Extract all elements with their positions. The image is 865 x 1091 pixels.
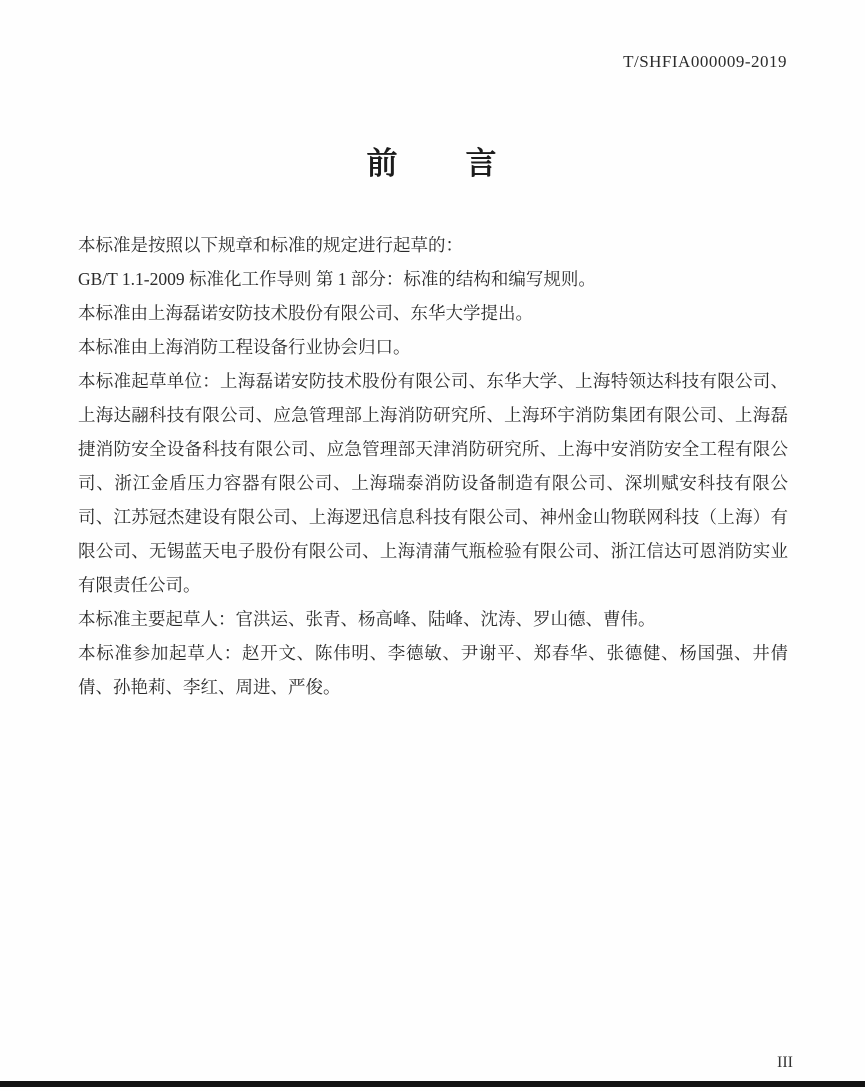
paragraph: 本标准参加起草人：赵开文、陈伟明、李德敏、尹谢平、郑春华、张德健、杨国强、井倩倩、孙艳莉、李红、周进、严俊。 <box>78 643 788 697</box>
page-title: 前 言 <box>366 146 499 181</box>
paragraph: 本标准起草单位：上海磊诺安防技术股份有限公司、东华大学、上海特领达科技有限公司、上海达翮科技有限公司、应急管理部上海消防研究所、上海环宇消防集团有限公司、上海磊捷消防安全设备科技有限公司、应急管理部天津消防研究所、上海中安消防安全工程有限公司、浙江金盾压力容器有限公司、上海瑞泰消防设备制造有限公司、深圳赋安科技有限公司、江苏冠杰建设有限公司、上海逻迅信息科技有限公司、神州金山物联网科技（上海）有限公司、无锡蓝天电子股份有限公司、上海清蒲气瓶检验有限公司、浙江信达可恩消防实业有限责任公司。 <box>78 371 788 595</box>
scan-edge-bar <box>0 1081 865 1087</box>
paragraph: 本标准由上海磊诺安防技术股份有限公司、东华大学提出。 <box>78 303 533 323</box>
document-number: T/SHFIA000009-2019 <box>623 52 787 71</box>
page-number: III <box>777 1054 793 1071</box>
paragraph: 本标准是按照以下规章和标准的规定进行起草的： <box>78 235 463 255</box>
paragraph: 本标准主要起草人：官洪运、张青、杨高峰、陆峰、沈涛、罗山德、曹伟。 <box>78 609 656 629</box>
foreword-body <box>78 228 788 704</box>
paragraph: GB/T 1.1-2009 标准化工作导则 第 1 部分：标准的结构和编写规则。 <box>78 269 596 289</box>
paragraph: 本标准由上海消防工程设备行业协会归口。 <box>78 337 411 357</box>
